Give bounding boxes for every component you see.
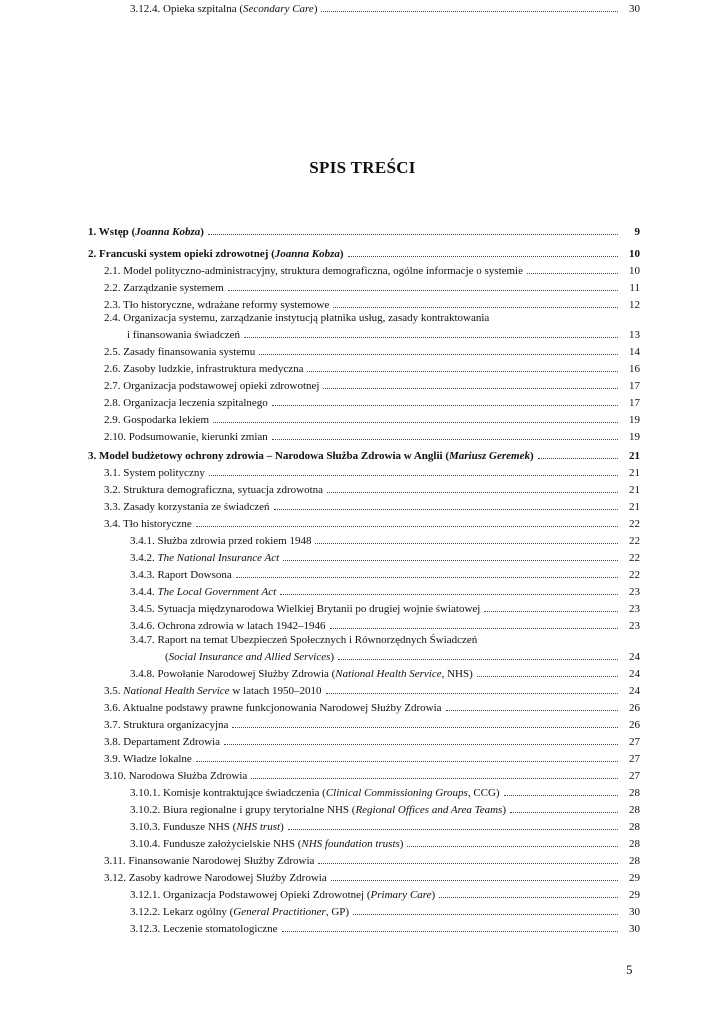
text: 2. Francuski system opieki zdrowotnej ( [88,248,275,260]
italic-text: Joanna Kobza [135,226,201,238]
toc-entry-title [104,751,192,767]
toc-page-number: 28 [629,787,640,799]
dot-leader [318,852,618,864]
toc-page-number: 12 [629,299,640,311]
dot-leader [527,262,618,274]
toc-entry [130,549,640,565]
toc-chapter [88,223,640,239]
toc-entry [130,784,640,800]
dot-leader [283,549,618,561]
toc-entry-title [104,482,323,498]
toc-page-number: 24 [629,685,640,697]
toc-page-number: 22 [629,569,640,581]
toc-entry [104,343,640,359]
toc-entry-title [130,904,349,920]
toc-entry [104,750,640,766]
toc-entry-title [130,802,506,818]
text: 3.12.3. Leczenie stomatologiczne [130,923,278,935]
toc-page-number: 28 [629,855,640,867]
text: 3.12.2. Lekarz ogólny ( [130,906,234,918]
toc-chapter [88,447,640,463]
toc-page-number: 9 [634,226,640,238]
text: 3.10. Narodowa Służba Zdrowia [104,770,248,782]
toc-entry [130,566,640,582]
text: 2.6. Zasoby ludzkie, infrastruktura medyczna [104,363,304,375]
toc-entry [130,886,640,902]
italic-text: Secondary Care [243,3,314,15]
toc-page-number: 22 [629,535,640,547]
toc-page-number: 14 [629,346,640,358]
toc-entry [130,903,640,919]
dot-leader [326,682,618,694]
text: 3.1. System polityczny [104,467,205,479]
text: ) [200,226,204,238]
toc-entry [104,411,640,427]
text: ) [431,889,436,901]
toc-entry [104,360,640,376]
toc-entry-title [104,870,327,886]
toc-entry-title [130,584,276,600]
italic-text: Social Insurance and Allied Services [168,651,331,663]
toc-entry [104,869,640,885]
text: 2.5. Zasady finansowania systemu [104,346,256,358]
italic-text: NHS foundation trusts [301,838,400,850]
toc-entry [130,600,640,616]
toc-page-number: 28 [629,804,640,816]
text: w latach 1950–2010 [229,685,322,697]
toc-entry [130,920,640,936]
italic-text: National Health Service [123,685,230,697]
text: ) [529,450,534,462]
dot-leader [228,279,618,291]
toc-entry-title [130,550,279,566]
text: , GP) [325,906,350,918]
dot-leader [209,464,618,476]
text: 3.10.1. Komisje kontraktujące świadczenia ( [130,787,326,799]
toc-entry [130,632,640,648]
dot-leader [196,515,618,527]
italic-text: Primary Care [370,889,432,901]
toc-entry-title [130,601,480,617]
dot-leader [338,648,618,660]
text: 2.3. Tło historyczne, wdrażane reformy systemowe [104,299,330,311]
dot-leader [272,428,618,440]
toc-entry-title [130,1,317,17]
text: 3.4.6. Ochrona zdrowia w latach 1942–1946 [130,620,326,632]
text: 3.11. Finansowanie Narodowej Służby Zdrowia [104,855,315,867]
italic-text: Mariusz Geremek [449,450,530,462]
text: ( [131,226,136,238]
text: 3.2. Struktura demograficzna, sytuacja zdrowotna [104,484,324,496]
dot-leader [407,835,618,847]
toc-entry-title [130,567,232,583]
toc-entry [130,0,640,16]
toc-page-number: 17 [629,397,640,409]
dot-leader [224,733,618,745]
text: ) [399,838,404,850]
text: 3.4.1. Służba zdrowia przed rokiem 1948 [130,535,312,547]
dot-leader [348,245,618,257]
text: 3.7. Struktura organizacyjna [104,719,229,731]
text: 3. Model budżetowy ochrony zdrowia – Narodowa Służba Zdrowia w Anglii ( [88,450,449,462]
italic-text: General Practitioner [233,906,326,918]
text: 3.10.2. Biura regionalne i grupy terytorialne NHS ( [130,804,356,816]
text: 2.1. Model polityczno-administracyjny, struktura demograficzna, ogólne informacje o systemie [104,265,523,277]
text: 3.4.3. Raport Dowsona [130,569,232,581]
dot-leader [323,377,618,389]
toc-entry-title [104,768,247,784]
toc-page-number: 21 [629,467,640,479]
toc-entry-title [104,734,220,750]
dot-leader [439,886,618,898]
dot-leader [196,750,618,762]
dot-leader [331,869,618,881]
toc-entry [130,801,640,817]
toc-entry-title [104,263,523,279]
text: 2.7. Organizacja podstawowej opieki zdrowotnej [104,380,320,392]
toc-entry-title [88,246,344,262]
toc-entry [104,481,640,497]
toc-entry [104,699,640,715]
dot-leader [280,583,618,595]
toc-page-number: 10 [629,248,640,260]
toc-entry-title [130,819,284,835]
toc-entry-title [130,632,477,648]
dot-leader [330,617,618,629]
text: 3.12. Zasoby kadrowe Narodowej Służby Zdrowia [104,872,327,884]
italic-text: National Health Service [335,668,442,680]
toc-entry-title [130,533,311,549]
toc-page-number: 27 [629,770,640,782]
text: ) [502,804,506,816]
toc-entry-title [104,516,192,532]
toc-entry [104,852,640,868]
toc-page-number: 11 [629,282,640,294]
dot-leader [272,394,618,406]
dot-leader [288,818,618,830]
toc-entry [127,326,640,342]
toc-entry [104,377,640,393]
text: 3.8. Departament Zdrowia [104,736,221,748]
toc-entry-title [104,310,489,326]
text: ) [313,3,318,15]
dot-leader [244,326,618,338]
toc-page-number: 27 [629,753,640,765]
toc-page-number: 26 [629,719,640,731]
dot-leader [353,903,618,915]
toc-entry [104,262,640,278]
toc-entry [165,648,640,664]
toc-chapter [88,245,640,261]
toc-entry-title [130,887,435,903]
toc-page-number: 13 [629,329,640,341]
toc-page-number: 21 [629,484,640,496]
toc-page-number: 17 [629,380,640,392]
dot-leader [232,716,618,728]
text: 3.4.2. [130,552,158,564]
dot-leader [538,447,618,459]
toc-page-number: 23 [629,603,640,615]
text: 2.8. Organizacja leczenia szpitalnego [104,397,268,409]
dot-leader [259,343,618,355]
toc-page-number: 29 [629,872,640,884]
toc-entry-title [104,683,322,699]
toc-entry-title [104,717,228,733]
toc-entry [130,665,640,681]
toc-entry [104,428,640,444]
text: ( [165,651,169,663]
toc-entry-title [104,465,205,481]
text: 3.4. Tło historyczne [104,518,192,530]
dot-leader [315,532,618,544]
dot-leader [282,920,618,932]
dot-leader [251,767,618,779]
toc-entry [130,617,640,633]
toc-page-number: 30 [629,923,640,935]
toc-entry [104,498,640,514]
toc-page-number: 10 [629,265,640,277]
dot-leader [321,0,618,12]
toc-page-number: 23 [629,586,640,598]
toc-entry [130,532,640,548]
toc-entry-title [165,649,334,665]
toc-entry [104,682,640,698]
toc-entry [104,767,640,783]
toc-page-number: 28 [629,838,640,850]
italic-text: Clinical Commissioning Groups [325,787,468,799]
toc-page-number: 24 [629,668,640,680]
toc-entry-title [104,412,209,428]
dot-leader [307,360,618,372]
text: 3.4.4. [130,586,158,598]
dot-leader [510,801,618,813]
italic-text: Joanna Kobza [274,248,340,260]
text: 1. Wstęp [88,226,132,238]
italic-text: The Local Government Act [157,586,277,598]
text: 2.9. Gospodarka lekiem [104,414,210,426]
dot-leader [236,566,618,578]
dot-leader [327,481,618,493]
text: ) [280,821,284,833]
text: 3.3. Zasady korzystania ze świadczeń [104,501,270,513]
toc-page-number: 22 [629,552,640,564]
toc-entry-title [104,344,255,360]
toc-page-number: 29 [629,889,640,901]
toc-page-number: 26 [629,702,640,714]
toc-entry [130,583,640,599]
toc-page-number: 16 [629,363,640,375]
text: 2.2. Zarządzanie systemem [104,282,224,294]
toc-entry [104,716,640,732]
toc-entry-title [130,666,473,682]
toc-page-number: 21 [629,450,640,462]
text: ) [330,651,335,663]
text: 3.6. Aktualne podstawy prawne funkcjonowania Narodowej Służby Zdrowia [104,702,442,714]
text: 3.5. [104,685,124,697]
italic-text: NHS trust [236,821,281,833]
text: 3.4.7. Raport na temat Ubezpieczeń Społecznych i Równorzędnych Świadczeń [130,634,478,646]
toc-entry-title [130,785,500,801]
text: 3.4.8. Powołanie Narodowej Służby Zdrowia ( [130,668,336,680]
toc-page-number: 19 [629,431,640,443]
italic-text: Regional Offices and Area Teams [355,804,503,816]
toc-page-number: 27 [629,736,640,748]
toc-entry-title [130,836,403,852]
toc-entry-title [104,378,319,394]
toc-entry [130,818,640,834]
toc-entry-title [104,853,314,869]
dot-leader [208,223,618,235]
toc-entry-title [104,361,303,377]
toc-entry [104,310,640,326]
dot-leader [274,498,618,510]
dot-leader [477,665,618,677]
text: 3.10.4. Fundusze założycielskie NHS ( [130,838,302,850]
toc-page-number: 30 [629,906,640,918]
text: 3.12.1. Organizacja Podstawowej Opieki Zdrowotnej ( [130,889,371,901]
toc-entry [104,394,640,410]
page-number: 5 [626,962,633,977]
toc-page-number: 23 [629,620,640,632]
toc-entry-title [88,448,534,464]
toc-entry-title [104,280,224,296]
toc-entry-title [104,395,268,411]
toc-entry-title [104,429,268,445]
toc-entry [104,279,640,295]
toc-page-number: 21 [629,501,640,513]
toc-page-number: 19 [629,414,640,426]
text: , CCG) [467,787,500,799]
toc-page-number: 22 [629,518,640,530]
toc-page-number: 24 [629,651,640,663]
dot-leader [213,411,618,423]
toc-page-number: 30 [629,3,640,15]
toc-entry-title [130,921,278,937]
toc-entry [130,835,640,851]
text: 2.10. Podsumowanie, kierunki zmian [104,431,268,443]
page-title: SPIS TREŚCI [309,158,416,177]
toc-entry [104,515,640,531]
dot-leader [446,699,618,711]
toc-entry-title [127,327,240,343]
text: ) [339,248,344,260]
toc-entry [104,733,640,749]
text: , NHS) [441,668,473,680]
dot-leader [484,600,618,612]
dot-leader [333,296,618,308]
toc-entry-title [88,224,204,240]
toc-page-number: 28 [629,821,640,833]
toc-entry-title [104,499,270,515]
toc-entry-title [104,700,442,716]
text: 3.10.3. Fundusze NHS ( [130,821,237,833]
toc-entry [104,464,640,480]
text: i finansowania świadczeń [127,329,241,341]
text: 3.4.5. Sytuacja międzynarodowa Wielkiej Brytanii po drugiej wojnie światowej [130,603,481,615]
text: 2.4. Organizacja systemu, zarządzanie instytucją płatnika usług, zasady kontraktowania [104,312,490,324]
text: 3.9. Władze lokalne [104,753,192,765]
text: 3.12.4. Opieka szpitalna ( [130,3,244,15]
italic-text: The National Insurance Act [157,552,280,564]
dot-leader [504,784,618,796]
